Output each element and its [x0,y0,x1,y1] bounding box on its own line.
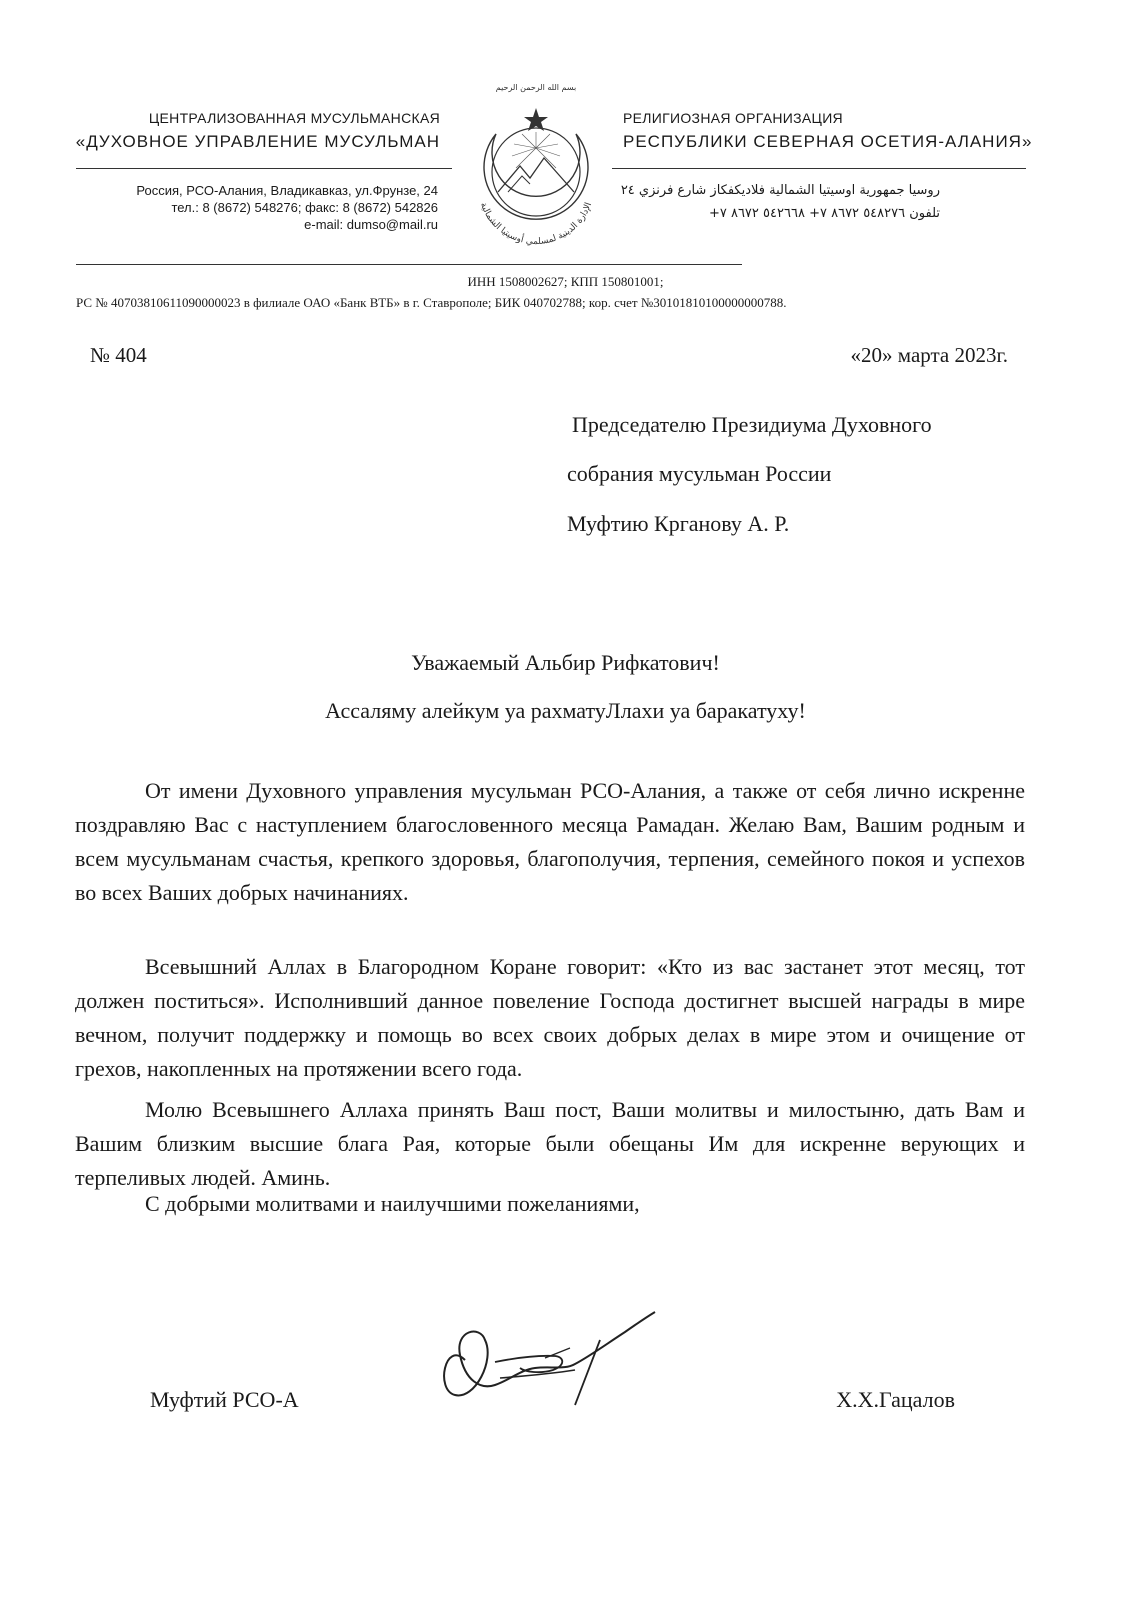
header-rule-right [612,168,1026,169]
signer-role: Муфтий РСО-А [150,1387,299,1412]
body-paragraph [75,1093,1025,1195]
tax-ids-line: ИНН 1508002627; КПП 150801001; [467,274,664,289]
organization-emblem-logo [458,74,614,260]
phone-fax-line: тел.: 8 (8672) 548276; факс: 8 (8672) 542826 [171,200,438,215]
salutation-greeting: Уважаемый Альбир Рифкатович! [411,650,720,675]
addressee-line: Председателю Президиума Духовного [572,412,932,437]
body-paragraph [75,950,1025,1086]
bank-details-line: РС № 40703810611090000023 в филиале ОАО «Банк ВТБ» в г. Ставрополе; БИК 040702788; кор. счет №30101810100000000788. [76,295,787,310]
arabic-phone-line: تلفون ٥٤٨٢٧٦ ٨٦٧٢ ٧+ ٥٤٢٦٦٨ ٨٦٧٢ ٧+ [708,206,940,221]
org-name-right-line1: РЕЛИГИОЗНАЯ ОРГАНИЗАЦИЯ [623,110,843,126]
header-rule-left [76,168,452,169]
addressee-line: собрания мусульман России [567,461,832,486]
body-paragraph [75,774,1025,910]
document-date: «20» марта 2023г. [850,343,1008,367]
address-line: Россия, РСО-Алания, Владикавказ, ул.Фрунзе, 24 [136,183,438,198]
paragraph-text: Всевышний Аллах в Благородном Коране говорит: «Кто из вас застанет этот месяц, тот должен поститься». Исполнивший данное повеление Господа достигнет высшей награды в мире вечном, получит поддержку и помощь во всех своих добрых делах в мире этом и очищение от грехов, накопленных на протяжении всего года. [75,954,1025,1081]
header-rule-bottom [76,264,742,265]
signer-name: Х.Х.Гацалов [836,1387,955,1412]
paragraph-text: Молю Всевышнего Аллаха принять Ваш пост, Ваши молитвы и милостыню, дать Вам и Вашим близким высшие блага Рая, которые были обещаны Им для искренне верующих и терпеливых людей. Аминь. [75,1097,1025,1190]
org-name-right-line2: РЕСПУБЛИКИ СЕВЕРНАЯ ОСЕТИЯ-АЛАНИЯ» [623,132,1033,151]
paragraph-text: От имени Духовного управления мусульман РСО-Алания, а также от себя лично искренне поздравляю Вас с наступлением благословенного месяца Рамадан. Желаю Вам, Вашим родным и всем мусульманам счастья, крепкого здоровья, благополучия, терпения, семейного покоя и успехов во всех Ваших добрых начинаниях. [75,778,1025,905]
emblem-ring-text: الإدارة الدينية لمسلمي أوسيتيا الشمالية [477,201,595,248]
org-name-left-line2: «ДУХОВНОЕ УПРАВЛЕНИЕ МУСУЛЬМАН [75,132,440,151]
addressee-line: Муфтию Крганову А. Р. [567,511,790,536]
handwritten-signature [425,1300,670,1420]
emblem-basmala: بسم الله الرحمن الرحيم [495,83,577,92]
paragraph-text: С добрыми молитвами и наилучшими пожеланиями, [145,1191,640,1216]
arabic-address-line: روسيا جمهورية اوسيتيا الشمالية فلاديكفكاز شارع فرنزي ٢٤ [620,183,940,198]
org-name-left-line1: ЦЕНТРАЛИЗОВАННАЯ МУСУЛЬМАНСКАЯ [148,110,440,126]
email-line: e-mail: dumso@mail.ru [304,217,438,232]
document-number: № 404 [90,343,147,367]
salutation-blessing: Ассаляму алейкум уа рахматуЛлахи уа баракатуху! [325,698,806,723]
closing-phrase [75,1187,1025,1221]
